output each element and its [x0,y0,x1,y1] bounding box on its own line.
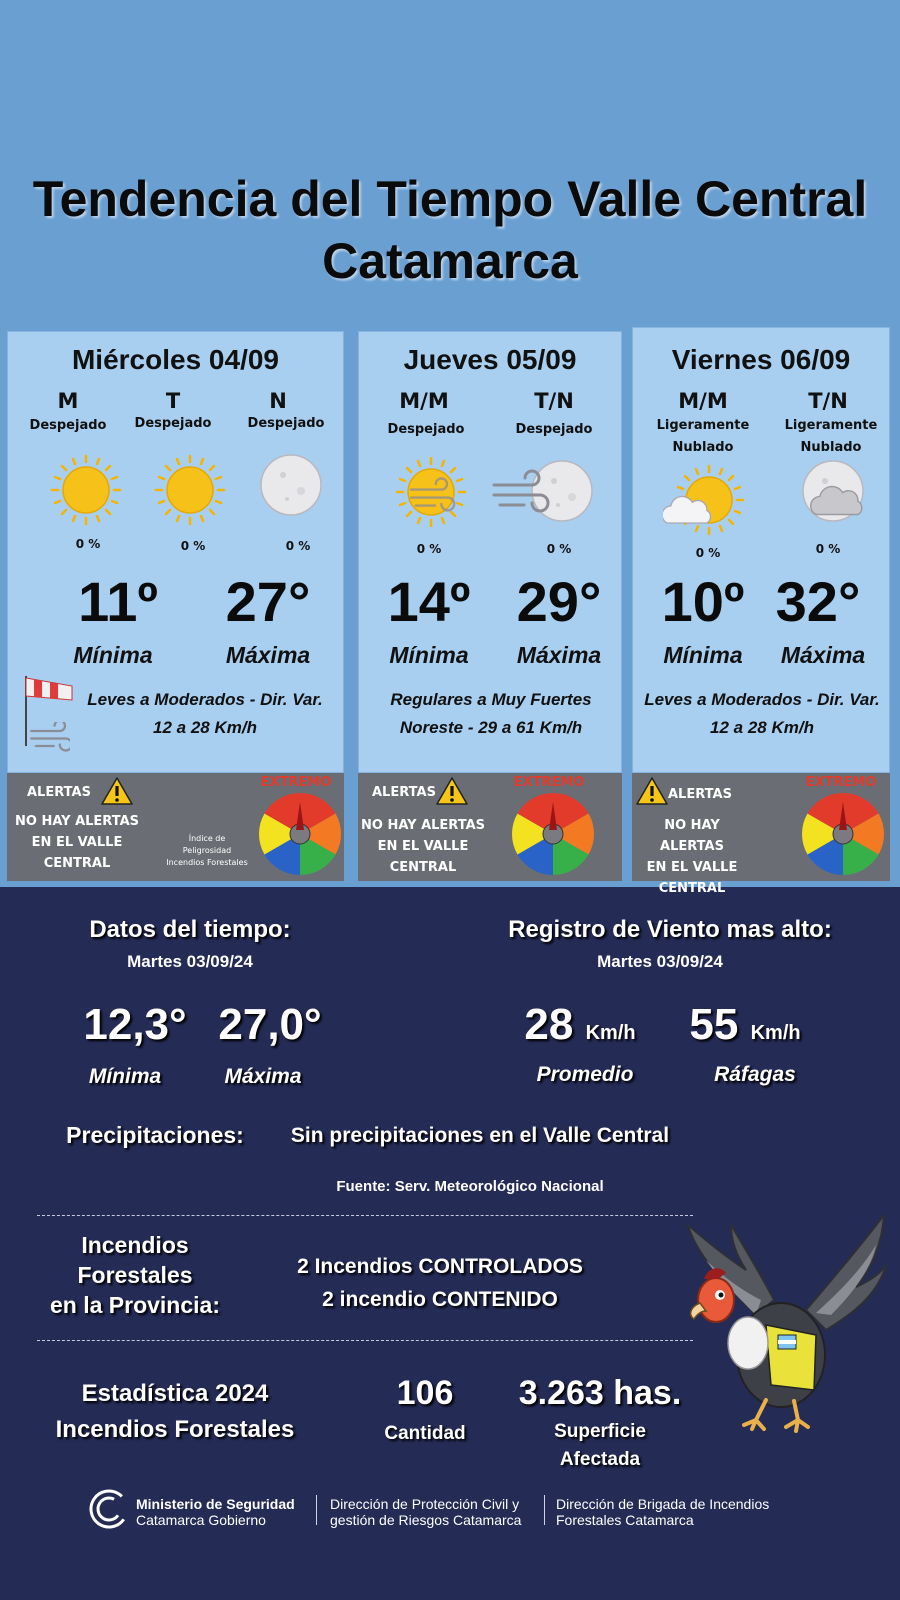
alert-bar-thursday [358,773,622,881]
wind-forecast: Leves a Moderados - Dir. Var. 12 a 28 Km/h [87,690,323,737]
burned-area-label: Superficie Afectada [554,1421,646,1470]
day-title: Viernes 06/09 [671,344,851,375]
period-label: M [57,389,79,413]
period-label: T/N [534,389,574,413]
condition-text: Despejado [134,416,212,431]
warning-icon [99,775,135,809]
condition-text: Ligeramente Nublado [656,418,750,455]
wind-record-date: Martes 03/09/24 [597,952,723,971]
ministry-name: Ministerio de Seguridad Catamarca Gobierno [136,1496,295,1528]
wind-icon [30,722,70,752]
alert-bar-friday [632,773,890,896]
danger-level-label: EXTREMO [513,775,585,790]
fire-danger-gauge-icon [800,791,886,877]
period-label: T [165,389,181,413]
observed-max-label: Máxima [224,1065,302,1088]
fire-danger-gauge-icon [510,791,596,877]
moon-icon [256,450,326,520]
day-card-wednesday [7,331,344,773]
precip-percent: 0 % [416,542,442,556]
condition-text: Despejado [515,422,593,437]
page-title: Tendencia del Tiempo Valle Central Catamarca [32,171,868,289]
sun-icon [46,450,126,530]
period-label: N [269,389,287,413]
partly-cloudy-moon-icon [791,458,871,532]
footer-separator [316,1495,317,1525]
fire-brigade-name: Dirección de Brigada de Incendios Forestales Catamarca [556,1496,770,1528]
wind-gust-label: Ráfagas [714,1063,796,1086]
observed-min-temp: 12,3° [83,1000,187,1049]
min-temp: 14º [387,570,471,633]
partly-cloudy-sun-icon [663,464,747,544]
alert-message: NO HAY ALERTAS EN EL VALLE CENTRAL [646,818,738,896]
condition-text: Despejado [29,418,107,433]
wind-forecast: Regulares a Muy Fuertes Noreste - 29 a 61 Km/h [390,690,592,737]
wind-forecast: Leves a Moderados - Dir. Var. 12 a 28 Km/h [644,690,880,737]
max-label: Máxima [516,642,602,668]
wind-gust: 55 Km/h [689,1000,801,1049]
alert-message: NO HAY ALERTAS EN EL VALLE CENTRAL [14,814,140,871]
min-temp: 10º [661,570,745,633]
alerts-label: ALERTAS [668,787,732,802]
civil-protection-name: Dirección de Protección Civil y gestión de Riesgos Catamarca [330,1496,522,1528]
precip-percent: 0 % [180,539,206,553]
stats-title: Estadística 2024 Incendios Forestales [55,1380,295,1443]
alert-message: NO HAY ALERTAS EN EL VALLE CENTRAL [360,818,486,875]
max-temp: 27° [225,570,311,633]
divider [37,1215,693,1216]
danger-level-label: EXTREMO [805,775,877,790]
data-source: Fuente: Serv. Meteorológico Nacional [336,1178,604,1195]
sun-wind-icon [391,452,471,532]
divider [37,1340,693,1341]
danger-level-label: EXTREMO [260,775,332,790]
precip-percent: 0 % [75,537,101,551]
wind-average: 28 Km/h [524,1000,636,1049]
precip-label: Precipitaciones: [66,1122,244,1148]
observed-max-temp: 27,0° [218,1000,322,1049]
day-title: Miércoles 04/09 [71,344,280,375]
period-label: M/M [678,389,728,413]
fires-label: Incendios Forestales en la Provincia: [49,1232,220,1318]
sun-icon [150,450,230,530]
wind-record-heading: Registro de Viento mas alto: [508,916,832,943]
max-temp: 29° [516,570,602,633]
ministry-logo-icon [88,1488,130,1530]
weather-data-heading: Datos del tiempo: [89,916,291,943]
condition-text: Ligeramente Nublado [784,418,878,455]
condor-mascot-icon [686,1215,890,1440]
period-label: T/N [808,389,848,413]
precip-percent: 0 % [815,542,841,556]
observed-min-label: Mínima [88,1065,162,1088]
warning-icon [634,775,670,809]
max-temp: 32° [775,570,861,633]
day-card-friday [632,327,890,773]
min-temp: 11º [78,570,158,633]
fires-status: 2 Incendios CONTROLADOS 2 incendio CONTENIDO [297,1255,583,1311]
max-label: Máxima [225,642,311,668]
wind-average-label: Promedio [536,1063,634,1086]
min-label: Mínima [73,642,153,668]
footer-separator [544,1495,545,1525]
precip-percent: 0 % [695,546,721,560]
alerts-label: ALERTAS [27,785,91,800]
precip-percent: 0 % [546,542,572,556]
fire-index-caption: Índice de Peligrosidad Incendios Forestales [166,834,248,867]
fire-count: 106 [396,1374,454,1412]
min-label: Mínima [663,642,743,668]
day-card-thursday [358,331,622,773]
weather-data-date: Martes 03/09/24 [127,952,253,971]
day-title: Jueves 05/09 [403,344,577,375]
fire-danger-gauge-icon [257,791,343,877]
burned-area: 3.263 has. [518,1374,682,1412]
precip-percent: 0 % [285,539,311,553]
condition-text: Despejado [247,416,325,431]
period-label: M/M [399,389,449,413]
moon-wind-icon [487,456,597,526]
alert-bar-wednesday [7,773,344,881]
precip-text: Sin precipitaciones en el Valle Central [290,1124,670,1147]
condition-text: Despejado [387,422,465,437]
min-label: Mínima [389,642,469,668]
alerts-label: ALERTAS [372,785,436,800]
fire-count-label: Cantidad [384,1423,466,1444]
max-label: Máxima [780,642,866,668]
warning-icon [434,775,470,809]
